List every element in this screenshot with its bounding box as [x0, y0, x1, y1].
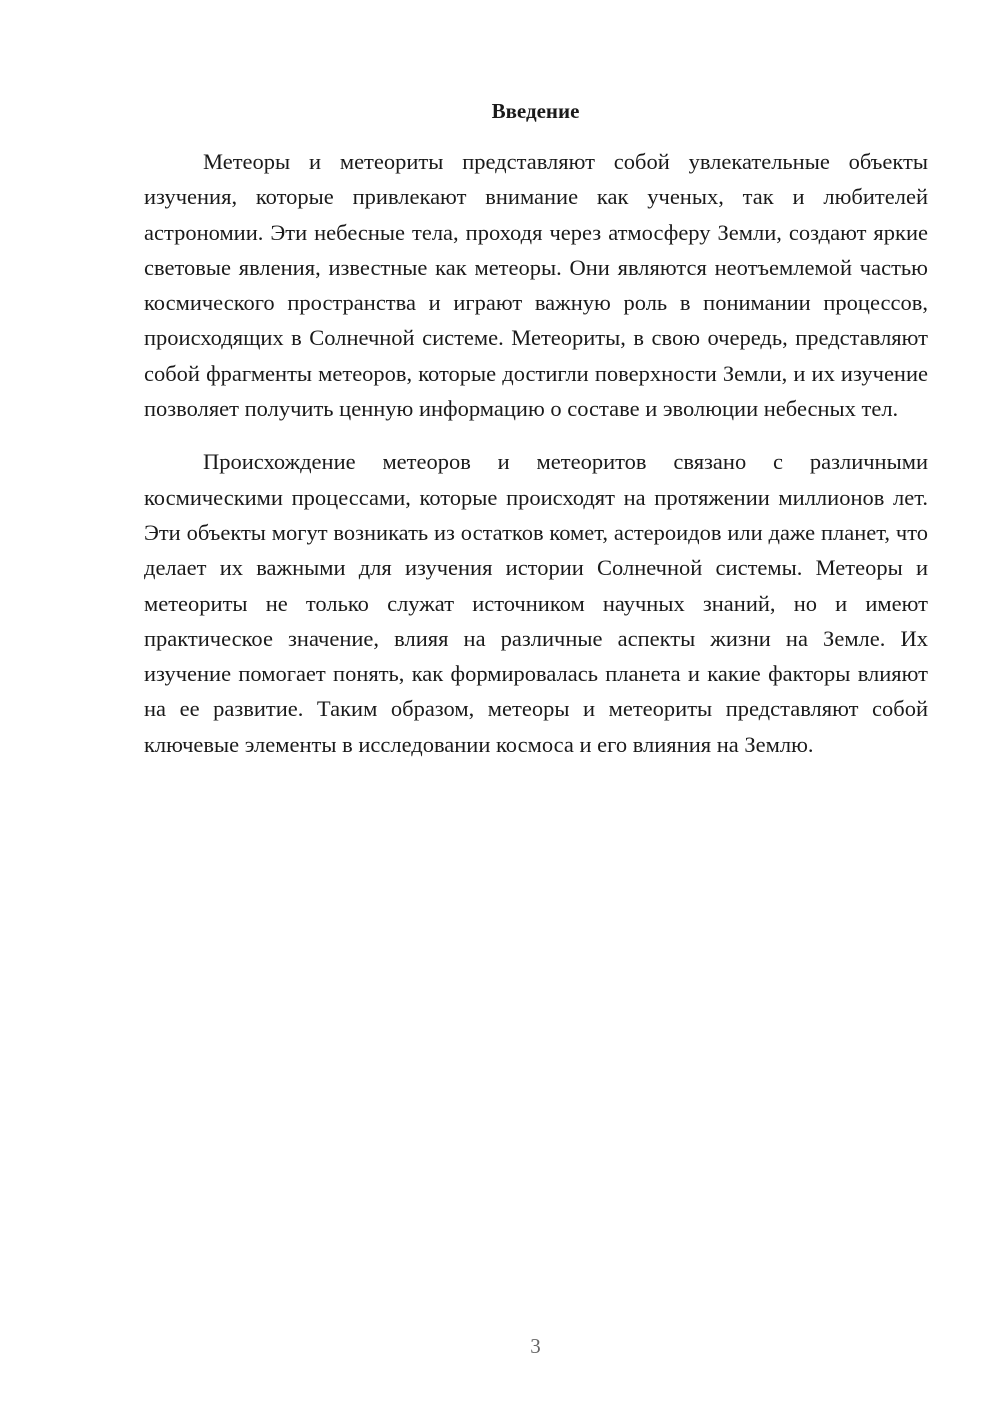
paragraph-introduction: Метеоры и метеориты представляют собой увлекательные объекты изучения, которые привлекают внимание как ученых, так и любителей астрономии. Эти небесные тела, проходя через атмосферу Земли, создают яркие световые явления, известные как метеоры. Они являются неотъемлемой частью космического пространства и играют важную роль в понимании процессов, происходящих в Солнечной системе. Метеориты, в свою очередь, представляют собой фрагменты метеоров, которые достигли поверхности Земли, и их изучение позволяет получить ценную информацию о составе и эволюции небесных тел. — [144, 149, 928, 422]
page-number: 3 — [530, 1334, 541, 1358]
page-title: Введение — [491, 99, 580, 123]
paragraph-origin: Происхождение метеоров и метеоритов связано с различными космическими процессами, которые происходят на протяжении миллионов лет. Эти объекты могут возникать из остатков комет, астероидов или даже планет, что делает их важными для изучения истории Солнечной системы. Метеоры и метеориты не только служат источником научных знаний, но и имеют практическое значение, влияя на различные аспекты жизни на Земле. Их изучение помогает понять, как формировалась планета и какие факторы влияют на ее развитие. Таким образом, метеоры и метеориты представляют собой ключевые элементы в исследовании космоса и его влияния на Землю. — [144, 449, 928, 757]
body-text — [144, 144, 928, 762]
